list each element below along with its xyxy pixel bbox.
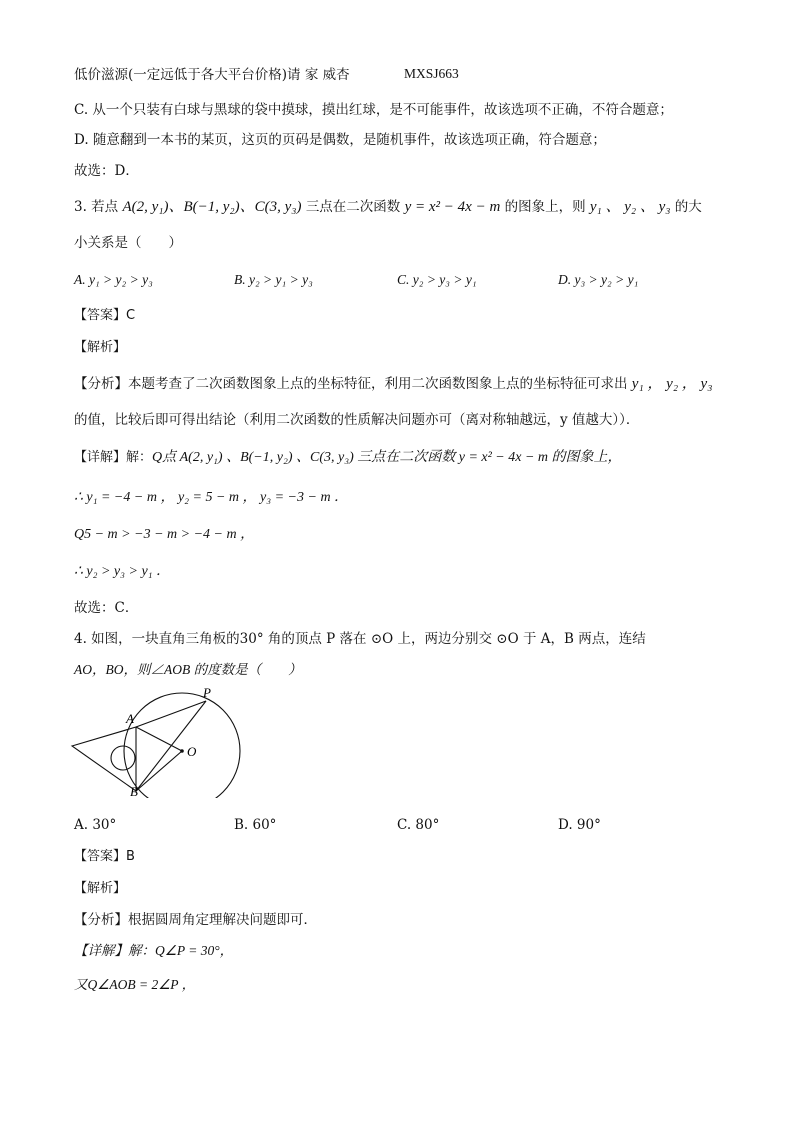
q3-detail-line <box>74 448 622 467</box>
q4-answer: 【答案】B <box>74 849 135 864</box>
q3-step1: ∴ y₁ = −4 − m ， y₂ = 5 − m ， y₃ = −3 − m ． <box>74 490 349 505</box>
label-o: O <box>187 744 197 759</box>
q3-option-a: A. y₁ > y₂ > y₃ <box>74 272 153 287</box>
header-code: MXSJ663 <box>404 66 459 81</box>
label-p: P <box>203 685 211 700</box>
q4-detail-line1: 【详解】解：Q∠P = 30°， <box>74 943 234 958</box>
geometry-figure <box>66 683 246 798</box>
set-square-hole <box>111 746 135 770</box>
line-bo <box>136 751 182 791</box>
q2-choose: 故选：D． <box>74 163 139 179</box>
q2-option-d-explanation: D. 随意翻到一本书的某页，这页的页码是偶数，是随机事件，故该选项正确，符合题意； <box>74 132 606 148</box>
q3-detail-text: Q点 A(2, y₁) 、B(−1, y₂) 、C(3, y₃) 三点在二次函数 y = x² − 4x − m 的图象上， <box>152 450 622 465</box>
q3-option-b: B. y₂ > y₁ > y₃ <box>234 272 313 287</box>
line-ao <box>136 727 182 751</box>
q3-analysis-text: 【分析】本题考查了二次函数图象上点的坐标特征，利用二次函数图象上点的坐标特征可求出 <box>74 376 628 392</box>
q3-step2: Q5 − m > −3 − m > −4 − m ， <box>74 527 255 542</box>
circle-o <box>124 693 240 798</box>
q3-analysis-line1 <box>74 375 712 393</box>
label-a: A <box>126 711 134 726</box>
q3-answer: 【答案】C <box>74 308 136 323</box>
q3-choose: 故选：C． <box>74 600 139 616</box>
q4-detail-line2: 又Q∠AOB = 2∠P ， <box>74 977 196 992</box>
q2-option-c-explanation: C. 从一个只装有白球与黑球的袋中摸球，摸出红球，是不可能事件，故该选项不正确，不符合题意； <box>74 102 673 118</box>
point-o <box>180 749 184 753</box>
q3-step3: ∴ y₂ > y₃ > y₁ ． <box>74 564 171 579</box>
q3-analysis-vars: y₁ ， y₂ ， y₃ <box>631 376 713 392</box>
set-square-outline <box>72 727 136 791</box>
q4-analysis: 【分析】根据圆周角定理解决问题即可． <box>74 912 317 928</box>
q3-stem-c: 的图象上，则 <box>504 199 586 215</box>
q3-analysis-line2: 的值，比较后即可得出结论（利用二次函数的性质解决问题亦可（离对称轴越远，y 值越大））． <box>74 412 640 428</box>
header-ad-text: 低价滋源(一定远低于各大平台价格)请 家 威杏 <box>74 67 350 83</box>
q4-option-d: D. 90° <box>558 817 601 833</box>
q4-option-a: A. 30° <box>74 817 117 833</box>
q4-stem-line2: AO，BO，则∠AOB 的度数是（ ） <box>74 662 302 677</box>
q3-y-values: y₁ 、 y₂ 、 y₃ <box>589 199 671 215</box>
q4-jiexi-label: 【解析】 <box>74 881 127 896</box>
q3-stem-a: 3. 若点 <box>74 199 119 215</box>
q3-option-c: C. y₂ > y₃ > y₁ <box>397 272 477 287</box>
q3-stem-line2: 小关系是（ ） <box>74 235 182 251</box>
q4-stem-line1: 4. 如图，一块直角三角板的30° 角的顶点 P 落在 ⊙O 上，两边分别交 ⊙O 于 A，B 两点，连结 <box>74 631 646 647</box>
q4-option-b: B. 60° <box>234 817 277 833</box>
q3-option-d: D. y₃ > y₂ > y₁ <box>558 272 639 287</box>
q3-stem-line1 <box>74 198 702 216</box>
q3-stem-b: 三点在二次函数 <box>305 199 401 215</box>
q3-stem-d: 的大 <box>674 199 702 215</box>
q4-option-c: C. 80° <box>397 817 440 833</box>
q3-detail-label: 【详解】解： <box>74 450 153 465</box>
q3-function: y = x² − 4x − m <box>404 199 501 215</box>
q3-jiexi-label: 【解析】 <box>74 340 127 355</box>
label-b: B <box>130 784 138 798</box>
q3-stem-points: A(2, y₁)、B(−1, y₂)、C(3, y₃) <box>122 199 302 215</box>
